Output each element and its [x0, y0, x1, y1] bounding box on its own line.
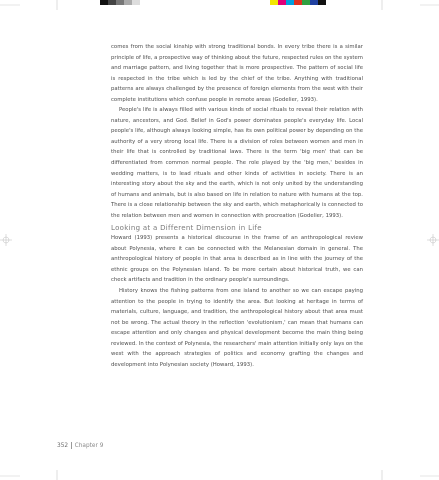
body-paragraph-2: People's life is always filled with various kinds of social rituals to reveal their relation with nature, ancestors, and God. Belief in God's power dominates people's everyday life. Local people's life, although always looking simple, has its own political power by depending on the authority of a very strong local life. There is a division of roles between women and men in their life that is controlled by traditional laws. There is the term 'big men' that can be differentiated from common normal people. The role played by the 'big men,' besides in wedding matters, is to lead rituals and other kinds of activities in society. There is an interesting story about the sky and the earth, which is not only united by the understanding of humans and animals, but is also based on life in relation to nature with humans at the top. There is a close relationship between the sky and earth, which metaphorically is connected to the relation between men and women in connection with procreation (Godelier, 1993). — [111, 107, 363, 219]
page-number: 352 — [57, 442, 69, 449]
page-footer — [57, 442, 103, 449]
color-swatch — [270, 0, 278, 5]
chapter-label: Chapter 9 — [74, 442, 104, 449]
page-body — [111, 42, 363, 370]
grayscale-swatch — [132, 0, 140, 5]
color-swatch — [286, 0, 294, 5]
footer-divider — [71, 442, 72, 449]
grayscale-swatch — [124, 0, 132, 5]
body-paragraph-3: Howard (1993) presents a historical discourse in the frame of an anthropological review about Polynesia, where it can be connected with the Melanesian domain in general. The anthropological history of people in that area is described as in line with the journey of the ethnic groups on the Polynesian island. To be more certain about historical truth, we can check artifacts and tradition in the ordinary people's surroundings. — [111, 235, 363, 284]
body-paragraph-4: History knows the fishing patterns from one island to another so we can escape paying attention to the people in trying to identify the area. But looking at heritage in terms of materials, culture, language, and tradition, the anthropological history about that area must not be wrong. The actual theory in the reflection 'evolutionism,' can mean that humans can escape attention and only changes and physical development become the main thing being reviewed. In the context of Polynesia, the researchers' main attention initially only lays on the west with the approach strategies of politics and economy grafting the changes and development into Polynesian society (Howard, 1993). — [111, 288, 363, 368]
grayscale-calibration-bar — [100, 0, 140, 5]
grayscale-swatch — [108, 0, 116, 5]
color-swatch — [310, 0, 318, 5]
section-heading: Looking at a Different Dimension in Life — [111, 224, 262, 233]
color-swatch — [278, 0, 286, 5]
color-swatch — [318, 0, 326, 5]
body-paragraph-1: comes from the social kinship with strong traditional bonds. In every tribe there is a similar principle of life, a prospective way of thinking about the future, respected rules on the system and marriage pattern, and living together that is more prospective. The pattern of social life is respected in the tribe which is led by the chief of the tribe. Anything with traditional patterns are always challenged by the presence of foreign elements from the west with their complete institutions which confuse people in remote areas (Godelier, 1993). — [111, 44, 363, 103]
color-swatch — [302, 0, 310, 5]
grayscale-swatch — [116, 0, 124, 5]
grayscale-swatch — [100, 0, 108, 5]
color-calibration-bar — [270, 0, 326, 5]
color-swatch — [294, 0, 302, 5]
